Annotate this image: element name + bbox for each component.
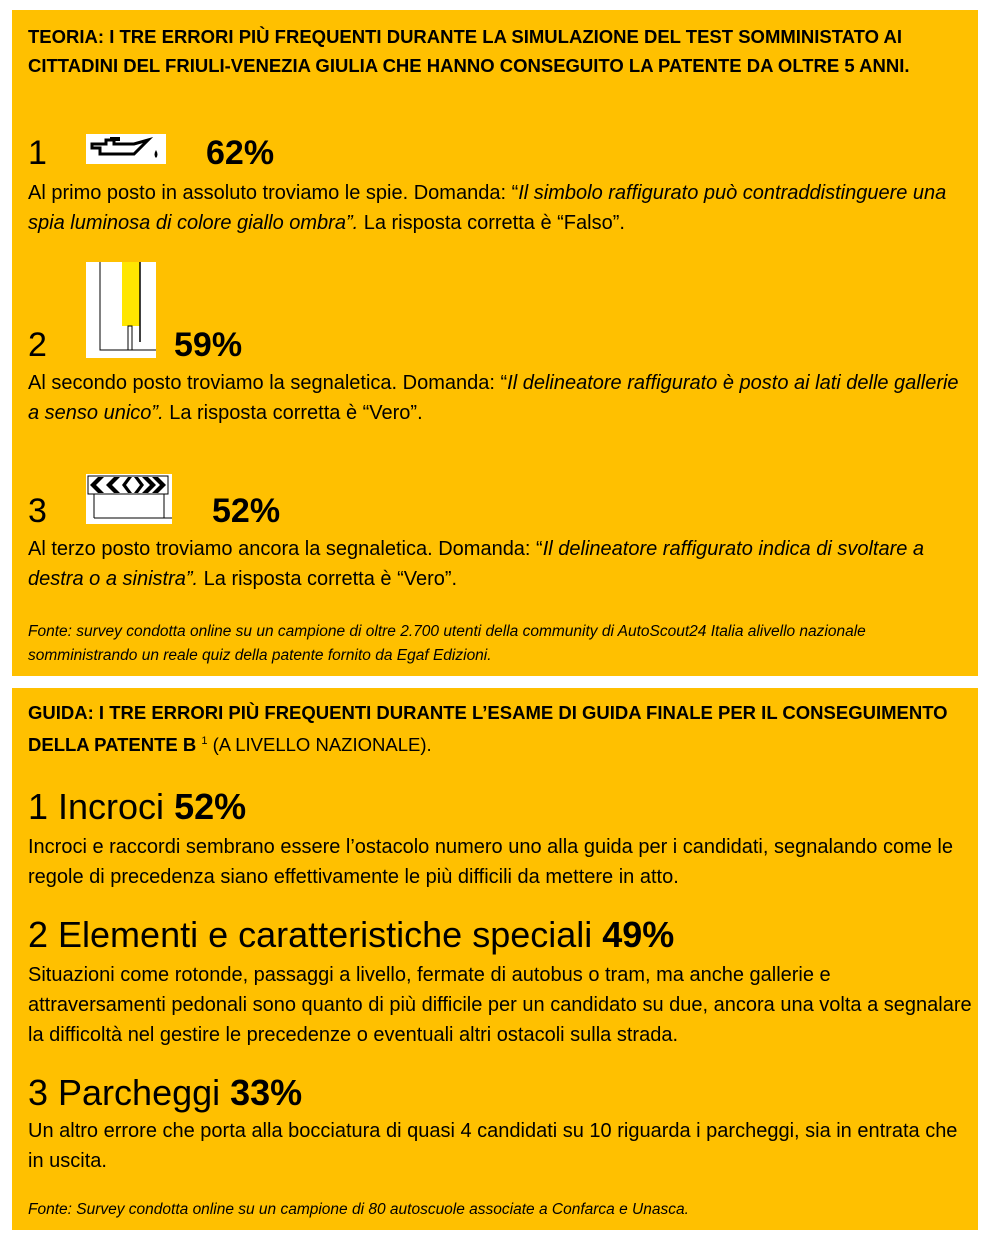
tunnel-delineator-icon [86,262,156,358]
quoted-question: Il simbolo raffigurato può contraddistinguere una spia luminosa di colore giallo ombra”. [28,182,947,234]
rank-number: 2 [28,326,47,364]
percentage: 59% [174,326,243,364]
teoria-item-3-pct-row [212,492,280,530]
teoria-item-1-text [28,178,973,238]
teoria-panel [12,10,978,676]
guida-item-2-text: Situazioni come rotonde, passaggi a livello, fermate di autobus o tram, ma anche gallerie e attraversamenti pedonali sono quanto di più difficile per un candidato su due, ancora una volta a segnalare la difficoltà nel gestire le precedenze o eventuali altri ostacoli sulla strada. [28,964,972,1046]
text-part: Al primo posto in assoluto troviamo le spie. Domanda: “ [28,182,519,204]
text-part: La risposta corretta è “Falso”. [358,212,625,234]
text-part: La risposta corretta è “Vero”. [163,402,423,424]
teoria-heading: TEORIA: I TRE ERRORI PIÙ FREQUENTI DURANTE LA SIMULAZIONE DEL TEST SOMMINISTATO AI CITTADINI DEL FRIULI-VENEZIA GIULIA CHE HANNO CONSEGUITO LA PATENTE DA OLTRE 5 ANNI. [28,26,910,76]
guida-item-3-title [28,1072,302,1114]
text-part: Al secondo posto troviamo la segnaletica. Domanda: “ [28,372,508,394]
oil-warning-icon [86,134,166,164]
teoria-source: Fonte: survey condotta online su un campione di oltre 2.700 utenti della community di AutoScout24 Italia alivello nazionale somministrando un reale quiz della patente fornito da Egaf Edizioni. [28,623,866,664]
quoted-question: Il delineatore raffigurato è posto ai lati delle gallerie a senso unico”. [28,372,959,424]
item-title: 1 Incroci [28,786,175,827]
text-part: La risposta corretta è “Vero”. [198,568,458,590]
teoria-item-3-text [28,534,973,594]
guida-item-2-title [28,914,674,956]
guida-source: Fonte: Survey condotta online su un campione di 80 autoscuole associate a Confarca e Unasca. [28,1201,689,1218]
guida-item-1-text: Incroci e raccordi sembrano essere l’ostacolo numero uno alla guida per i candidati, segnalando come le regole di precedenza siano effettivamente le più difficili da mettere in atto. [28,836,953,888]
heading-text: GUIDA: I TRE ERRORI PIÙ FREQUENTI DURANTE L’ESAME DI GUIDA FINALE PER IL CONSEGUIMENTO DELLA PATENTE B [28,702,948,756]
guida-item-1-title [28,786,246,828]
quoted-question: Il delineatore raffigurato indica di svoltare a destra o a sinistra”. [28,538,925,590]
percentage: 49% [602,914,675,955]
percentage: 52% [212,492,281,530]
rank-number: 3 [28,492,47,530]
chevron-delineator-icon [86,474,172,524]
item-title: 2 Elementi e caratteristiche speciali [28,914,603,955]
guida-item-3-text: Un altro errore che porta alla bocciatura di quasi 4 candidati su 10 riguarda i parcheggi, sia in entrata che in uscita. [28,1120,958,1172]
text-part: Al terzo posto troviamo ancora la segnaletica. Domanda: “ [28,538,543,560]
percentage: 62% [206,134,275,172]
teoria-item-1-header [28,134,47,172]
heading-suffix: (A LIVELLO NAZIONALE). [207,734,432,756]
percentage: 33% [230,1072,303,1113]
rank-number: 1 [28,134,47,172]
teoria-item-2-header [28,326,47,364]
teoria-item-2-text [28,368,973,428]
teoria-item-2-pct-row [174,326,242,364]
footnote-marker: 1 [201,735,208,747]
percentage: 52% [174,786,247,827]
guida-heading [28,698,968,759]
teoria-item-3-header [28,492,47,530]
guida-panel [12,688,978,1230]
item-title: 3 Parcheggi [28,1072,231,1113]
teoria-item-1-pct-row [206,134,274,172]
